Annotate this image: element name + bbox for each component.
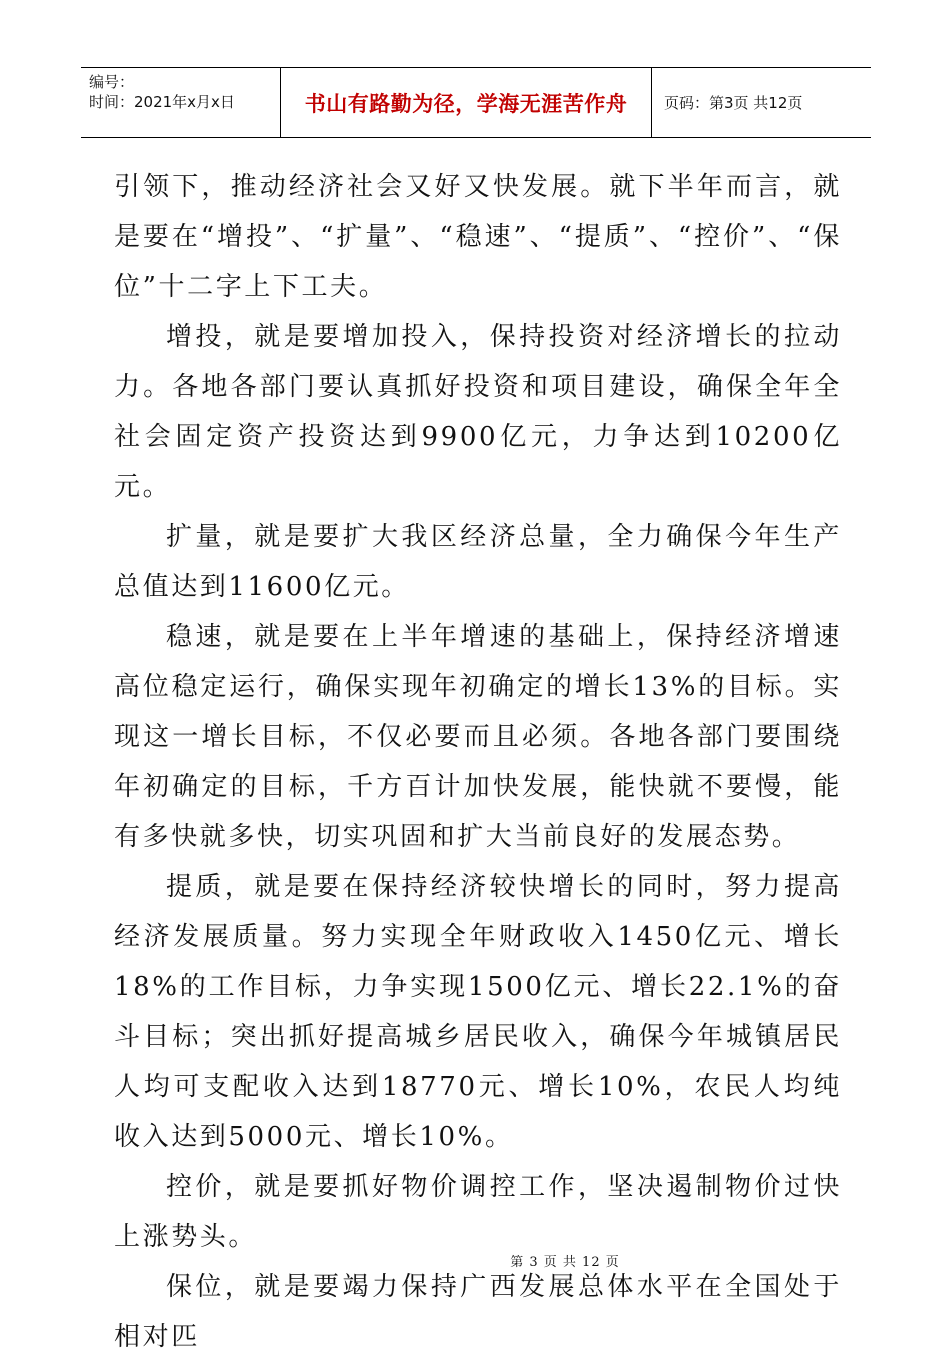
document-number-label: 编号： [89, 73, 135, 91]
paragraph-zengtou: 增投，就是要增加投入，保持投资对经济增长的拉动力。各地各部门要认真抓好投资和项目建设，确保全年全社会固定资产投资达到9900亿元，力争达到10200亿元。 [114, 322, 842, 502]
paragraph-continued: 引领下，推动经济社会又好又快发展。就下半年而言，就是要在“增投”、“扩量”、“稳速”、“提质”、“控价”、“保位”十二字上下工夫。 [114, 172, 842, 302]
header-meta [81, 68, 281, 137]
paragraph-baowei: 保位，就是要竭力保持广西发展总体水平在全国处于相对匹 [114, 1272, 842, 1352]
paragraph-kongjia: 控价，就是要抓好物价调控工作，坚决遏制物价过快上涨势头。 [114, 1172, 842, 1252]
paragraph-kuoliang: 扩量，就是要扩大我区经济总量，全力确保今年生产总值达到11600亿元。 [114, 522, 842, 602]
document-date: 时间：2021年x月x日 [89, 93, 235, 111]
header-page-info: 页码：第3页 共12页 [664, 94, 803, 112]
page-header [81, 67, 871, 138]
document-body [114, 162, 842, 1362]
paragraph-wensu: 稳速，就是要在上半年增速的基础上，保持经济增速高位稳定运行，确保实现年初确定的增长13%的目标。实现这一增长目标，不仅必要而且必须。各地各部门要围绕年初确定的目标，千方百计加快发展，能快就不要慢，能有多快就多快，切实巩固和扩大当前良好的发展态势。 [114, 622, 842, 852]
header-motto: 书山有路勤为径，学海无涯苦作舟 [281, 68, 652, 137]
page-footer: 第 3 页 共 12 页 [510, 1255, 620, 1270]
paragraph-tizhi: 提质，就是要在保持经济较快增长的同时，努力提高经济发展质量。努力实现全年财政收入1450亿元、增长18%的工作目标，力争实现1500亿元、增长22.1%的奋斗目标；突出抓好提高城乡居民收入，确保今年城镇居民人均可支配收入达到18770元、增长10%，农民人均纯收入达到5000元、增长10%。 [114, 872, 842, 1152]
